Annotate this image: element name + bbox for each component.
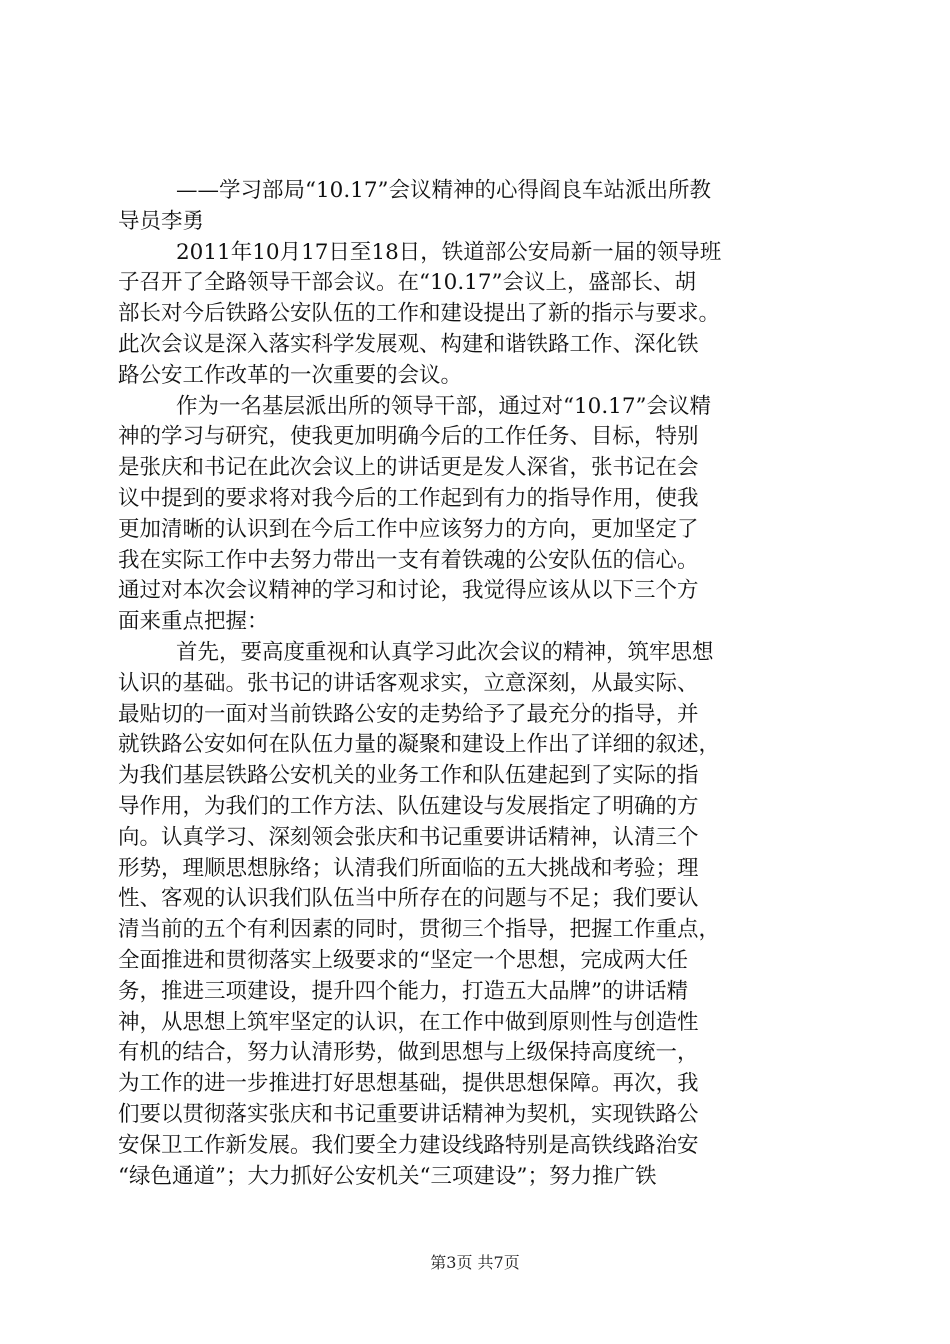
text-line: 认识的基础。张书记的讲话客观求实，立意深刻，从最实际、: [118, 670, 699, 696]
text-line: 通过对本次会议精神的学习和讨论，我觉得应该从以下三个方: [118, 578, 699, 604]
text-line: 导员李勇: [118, 208, 205, 234]
text-line: 路公安工作改革的一次重要的会议。: [118, 362, 463, 388]
text-line: 议中提到的要求将对我今后的工作起到有力的指导作用，使我: [118, 485, 699, 511]
text-line: ——学习部局“10.17”会议精神的心得阎良车站派出所教: [176, 178, 712, 203]
text-line: 向。认真学习、深刻领会张庆和书记重要讲话精神，认清三个: [118, 824, 699, 850]
text-line: 作为一名基层派出所的领导干部，通过对“10.17”会议精: [176, 393, 712, 419]
text-line: 有机的结合，努力认清形势，做到思想与上级保持高度统一，: [118, 1040, 699, 1066]
text-line: 更加清晰的认识到在今后工作中应该努力的方向，更加坚定了: [118, 516, 699, 542]
document-body: [118, 176, 834, 1192]
text-line: 为我们基层铁路公安机关的业务工作和队伍建起到了实际的指: [118, 763, 699, 789]
text-line: “绿色通道”；大力抓好公安机关“三项建设”；努力推广铁: [118, 1163, 657, 1189]
text-line: 部长对今后铁路公安队伍的工作和建设提出了新的指示与要求。: [118, 301, 721, 327]
text-line: 首先，要高度重视和认真学习此次会议的精神，筑牢思想: [176, 639, 714, 665]
text-line: 导作用，为我们的工作方法、队伍建设与发展指定了明确的方: [118, 793, 699, 819]
text-line: 最贴切的一面对当前铁路公安的走势给予了最充分的指导，并: [118, 701, 699, 727]
text-line: 神，从思想上筑牢坚定的认识，在工作中做到原则性与创造性: [118, 1009, 699, 1035]
text-line: 2011年10月17日至18日，铁道部公安局新一届的领导班: [176, 239, 722, 265]
text-line: 面来重点把握：: [118, 609, 269, 635]
text-line: 此次会议是深入落实科学发展观、构建和谐铁路工作、深化铁: [118, 331, 699, 357]
text-line: 是张庆和书记在此次会议上的讲话更是发人深省，张书记在会: [118, 455, 699, 481]
text-line: 全面推进和贯彻落实上级要求的“坚定一个思想，完成两大任: [118, 947, 688, 973]
text-line: 形势，理顺思想脉络；认清我们所面临的五大挑战和考验；理: [118, 855, 699, 881]
text-line: 清当前的五个有利因素的同时，贯彻三个指导，把握工作重点，: [118, 917, 721, 943]
text-line: 性、客观的认识我们队伍当中所存在的问题与不足；我们要认: [118, 886, 699, 912]
text-line: 就铁路公安如何在队伍力量的凝聚和建设上作出了详细的叙述，: [118, 732, 721, 758]
text-line: 务，推进三项建设，提升四个能力，打造五大品牌”的讲话精: [118, 978, 688, 1004]
text-line: 们要以贯彻落实张庆和书记重要讲话精神为契机，实现铁路公: [118, 1101, 699, 1127]
text-line: 我在实际工作中去努力带出一支有着铁魂的公安队伍的信心。: [118, 547, 699, 573]
text-line: 神的学习与研究，使我更加明确今后的工作任务、目标，特别: [118, 424, 699, 450]
text-line: 为工作的进一步推进打好思想基础，提供思想保障。再次，我: [118, 1071, 699, 1097]
page-footer: 第3页 共7页: [430, 1253, 520, 1272]
text-line: 子召开了全路领导干部会议。在“10.17”会议上，盛部长、胡: [118, 270, 697, 296]
text-line: 安保卫工作新发展。我们要全力建设线路特别是高铁线路治安: [118, 1132, 699, 1158]
